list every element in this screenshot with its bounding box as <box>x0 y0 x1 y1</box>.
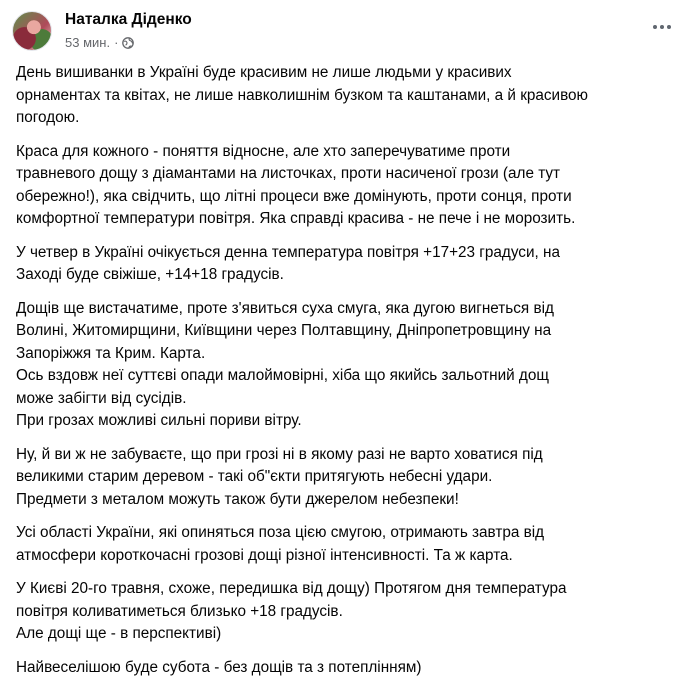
more-dots-icon <box>653 25 657 29</box>
post-text-line: обережно!), яка свідчить, що літні процеси вже домінують, проти сонця, проти <box>16 187 572 205</box>
post-text-line: комфортної температури повітря. Яка справді красива - не пече і не морозить. <box>16 210 576 227</box>
author-name[interactable]: Наталка Діденко <box>65 11 192 28</box>
post-text-line: Предмети з металом можуть також бути джерелом небезпеки! <box>16 490 459 508</box>
post-text-line: У Києві 20-го травня, схоже, передишка від дощу) Протягом дня температура <box>16 580 567 597</box>
post-text-line: Волині, Житомирщини, Київщини через Полтавщину, Дніпропетровщину на <box>16 322 552 339</box>
meta-separator: · <box>114 35 119 50</box>
post-text-line: Найвеселішою буде субота - без дощів та з потеплінням) <box>16 658 422 676</box>
post-paragraph <box>16 242 680 287</box>
post-text-line: великими старим деревом - такі об"єкти притягують небесні удари. <box>16 468 493 485</box>
post-paragraph <box>16 657 680 680</box>
post-text-line: Ось вздовж неї суттєві опади малоймовірні, хіба що якийсь зальотний дощ <box>16 367 549 384</box>
post-text-line: Усі області України, які опиняться поза цією смугою, отримають завтра від <box>16 524 545 541</box>
post-text-line: Краса для кожного - поняття відносне, але хто заперечуватиме проти <box>16 142 511 160</box>
post-header <box>12 9 684 59</box>
timestamp-link[interactable]: 53 мин. <box>65 35 111 50</box>
post-text <box>16 62 680 690</box>
avatar[interactable] <box>12 11 52 51</box>
post-paragraph <box>16 298 680 433</box>
post-paragraph <box>16 141 680 231</box>
post-text-line: Ну, й ви ж не забуваєте, що при грозі ні в якому разі не варто ховатися під <box>16 445 543 463</box>
post-text-line: Запоріжжя та Крим. Карта. <box>16 344 206 362</box>
post-text-line: повітря коливатиметься близько +18 градусів. <box>16 602 343 620</box>
post-text-line: При грозах можливі сильні пориви вітру. <box>16 412 302 429</box>
post-text-line: Заході буде свіжіше, +14+18 градусів. <box>16 266 284 283</box>
post-text-line: орнаментах та квітах, не лише навколишнім бузком та каштанами, а й красивою <box>16 86 589 104</box>
post-text-line: погодою. <box>16 109 80 126</box>
post-text-line: Дощів ще вистачатиме, проте з'явиться суха смуга, яка дугою вигнеться від <box>16 299 554 317</box>
post-text-line: атмосфери короткочасні грозові дощі різної інтенсивності. Та ж карта. <box>16 546 513 564</box>
post-paragraph <box>16 62 680 130</box>
post-paragraph <box>16 522 680 567</box>
post-text-line: Але дощі ще - в перспективі) <box>16 625 222 642</box>
more-options-button[interactable] <box>648 17 676 37</box>
post-text-line: травневого дощу з діамантами на листочках, проти насиченої грози (але тут <box>16 165 561 182</box>
post-paragraph <box>16 578 680 646</box>
post-paragraph <box>16 444 680 512</box>
globe-icon[interactable] <box>122 37 134 49</box>
post-text-line: може забігти від сусідів. <box>16 389 187 407</box>
post-text-line: День вишиванки в Україні буде красивим не лише людьми у красивих <box>16 64 512 81</box>
post-text-line: У четвер в Україні очікується денна температура повітря +17+23 градуси, на <box>16 243 560 261</box>
post-meta <box>65 35 134 50</box>
